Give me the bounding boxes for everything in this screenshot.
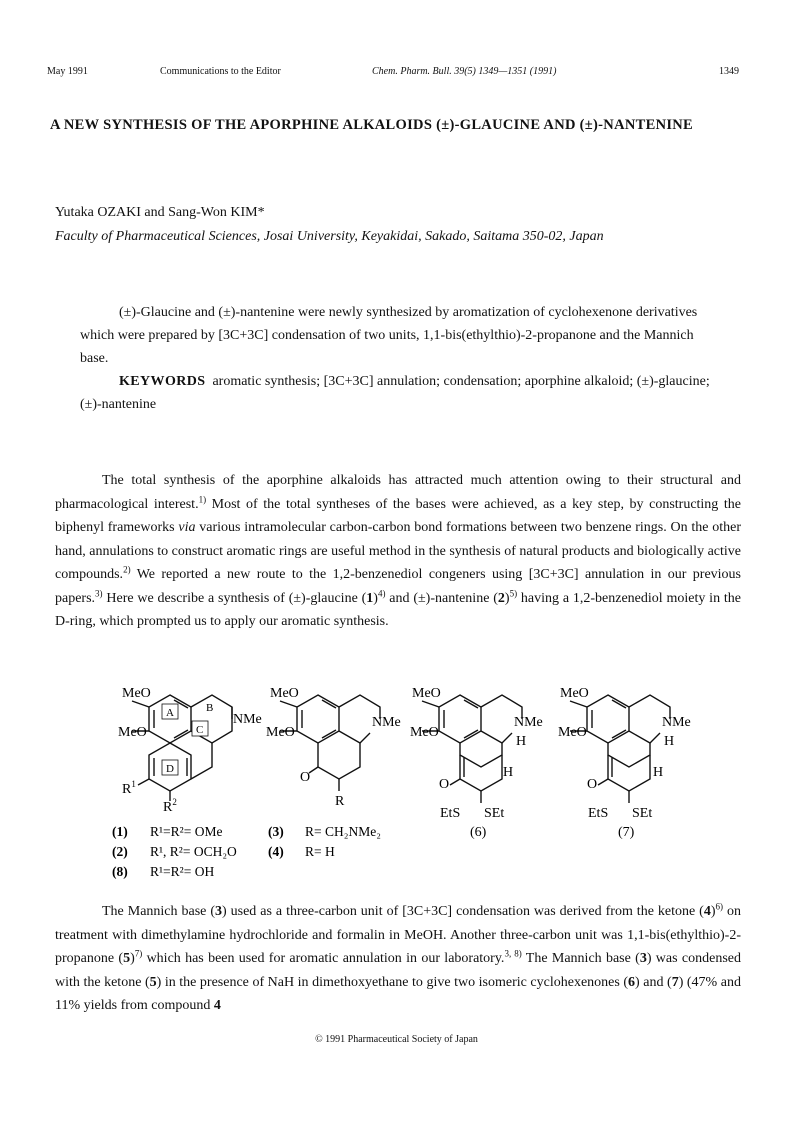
svg-text:O: O bbox=[587, 777, 598, 792]
ets-label: EtS bbox=[440, 806, 461, 821]
authors: Yutaka OZAKI and Sang-Won KIM* bbox=[55, 205, 265, 220]
meo-label: MeO bbox=[122, 686, 151, 701]
svg-text:MeO: MeO bbox=[266, 725, 295, 740]
svg-text:(1): (1) bbox=[112, 824, 128, 839]
citation-ref: 1) bbox=[198, 493, 207, 504]
chemical-scheme bbox=[0, 675, 793, 895]
svg-text:R¹, R²= OCH₂O: R¹, R²= OCH₂O bbox=[150, 844, 237, 859]
ketone-o: O bbox=[300, 770, 311, 785]
paragraph-intro: The total synthesis of the aporphine alkaloids has attracted much attention owing to their structural and pharmacological interest.$^{1)}$ Most of the total syntheses of the bases were achieved, as a key step, by constructing the biphenyl frameworks via various intramolecular carbon-carbon bond formations between two benzene rings. On the other hand, annulations to construct aromatic rings are useful method in the synthesis of natural products and biologically active compounds.$^{2)}$ We reported a new route to the 1,2-benzenediol congeners using [3C+3C] annulation in our previous papers.$^{3)}$ Here we describe a synthesis of (±)-glaucine $(1)^{4)}$ and (±)-nantenine $(2)^{5)}$ having a 1,2-benzenediol moiety in the D-ring, which prompted us to apply our aromatic synthesis. bbox=[55, 473, 741, 629]
svg-text:MeO: MeO bbox=[558, 725, 587, 740]
svg-text:NMe: NMe bbox=[514, 715, 543, 730]
compound-label-6: (6) bbox=[470, 825, 487, 840]
svg-text:EtS: EtS bbox=[588, 806, 609, 821]
citation-ref: 3) bbox=[95, 587, 103, 598]
structure-mannich-base bbox=[280, 695, 380, 791]
nme-label: NMe bbox=[233, 712, 262, 727]
svg-text:MeO: MeO bbox=[270, 686, 299, 701]
structure-cyclohexenone-6 bbox=[422, 695, 522, 803]
ring-label-b: B bbox=[206, 702, 214, 714]
citation-ref: 7) bbox=[134, 948, 143, 959]
keywords bbox=[80, 370, 712, 416]
svg-text:MeO: MeO bbox=[410, 725, 439, 740]
svg-text:NMe: NMe bbox=[662, 715, 691, 730]
svg-text:MeO: MeO bbox=[412, 686, 441, 701]
header-citation: Chem. Pharm. Bull. 39(5) 1349—1351 (1991) bbox=[372, 66, 557, 77]
svg-text:H: H bbox=[664, 734, 675, 749]
svg-text:MeO: MeO bbox=[560, 686, 589, 701]
keywords-label: KEYWORDS bbox=[119, 374, 206, 389]
citation-ref: 3, 8) bbox=[504, 948, 522, 959]
ring-label-a: A bbox=[166, 707, 174, 719]
paragraph-mannich: The Mannich base (3) used as a three-carbon unit of [3C+3C] condensation was derived from the ketone $(4)^{6)}$ on treatment with dimethylamine hydrochloride and formalin in MeOH. Another three-carbon unit was 1,1-bis(ethylthio)-2-propanone $(5)^{7)}$ which has been used for aromatic annulation in our laboratory.$^{3, 8)}$ The Mannich base (3) was condensed with the ketone (5) in the presence of NaH in dimethoxyethane to give two isomeric cyclohexenones (6) and (7) (47% and 11% yields from compound 4 bbox=[55, 901, 742, 1013]
copyright-footer: © 1991 Pharmaceutical Society of Japan bbox=[315, 1034, 478, 1045]
compound-label-7: (7) bbox=[618, 825, 635, 840]
ring-label-c: C bbox=[196, 724, 204, 736]
citation-ref: 2) bbox=[123, 564, 131, 575]
svg-text:(8): (8) bbox=[112, 864, 128, 879]
svg-text:R= H: R= H bbox=[305, 844, 335, 859]
citation-ref: 5) bbox=[509, 587, 518, 598]
svg-text:O: O bbox=[439, 777, 450, 792]
set-label: SEt bbox=[484, 806, 505, 821]
svg-text:(2): (2) bbox=[112, 844, 128, 859]
keywords-text: aromatic synthesis; [3C+3C] annulation; condensation; aporphine alkaloid; (±)-glaucine; (±)-nantenine bbox=[80, 374, 710, 412]
svg-text:NMe: NMe bbox=[372, 715, 401, 730]
ring-label-d: D bbox=[166, 763, 174, 775]
citation-ref: 6) bbox=[715, 901, 724, 912]
r-label: R bbox=[335, 794, 345, 809]
header-page-number: 1349 bbox=[719, 66, 739, 77]
r2-label: $R^2$ bbox=[163, 797, 177, 815]
abstract bbox=[80, 301, 712, 416]
h-label: H bbox=[503, 765, 514, 780]
svg-text:R= CH₂NMe₂: R= CH₂NMe₂ bbox=[305, 824, 381, 839]
structure-glaucine bbox=[132, 695, 232, 801]
scheme-captions bbox=[112, 824, 381, 879]
header-section: Communications to the Editor bbox=[160, 66, 281, 77]
meo-label: MeO bbox=[118, 725, 147, 740]
h-label: H bbox=[516, 734, 527, 749]
svg-text:(3): (3) bbox=[268, 824, 284, 839]
header-date: May 1991 bbox=[47, 66, 88, 77]
citation-ref: 4) bbox=[377, 587, 386, 598]
svg-text:SEt: SEt bbox=[632, 806, 653, 821]
r1-label: $R^1$ bbox=[122, 779, 136, 797]
abstract-text: (±)-Glaucine and (±)-nantenine were newly synthesized by aromatization of cyclohexenone derivatives which were prepared by [3C+3C] condensation of two units, 1,1-bis(ethylthio)-2-propanone and the Mannich base. bbox=[80, 305, 698, 366]
structure-cyclohexenone-7 bbox=[570, 695, 670, 803]
svg-text:R¹=R²= OMe: R¹=R²= OMe bbox=[150, 824, 223, 839]
svg-text:R¹=R²= OH: R¹=R²= OH bbox=[150, 864, 215, 879]
svg-text:H: H bbox=[653, 765, 664, 780]
svg-text:(4): (4) bbox=[268, 844, 284, 859]
affiliation: Faculty of Pharmaceutical Sciences, Josai University, Keyakidai, Sakado, Saitama 350-02, Japan bbox=[55, 229, 604, 244]
running-header bbox=[0, 66, 793, 82]
article-title: A NEW SYNTHESIS OF THE APORPHINE ALKALOIDS (±)-GLAUCINE AND (±)-NANTENINE bbox=[50, 117, 694, 133]
